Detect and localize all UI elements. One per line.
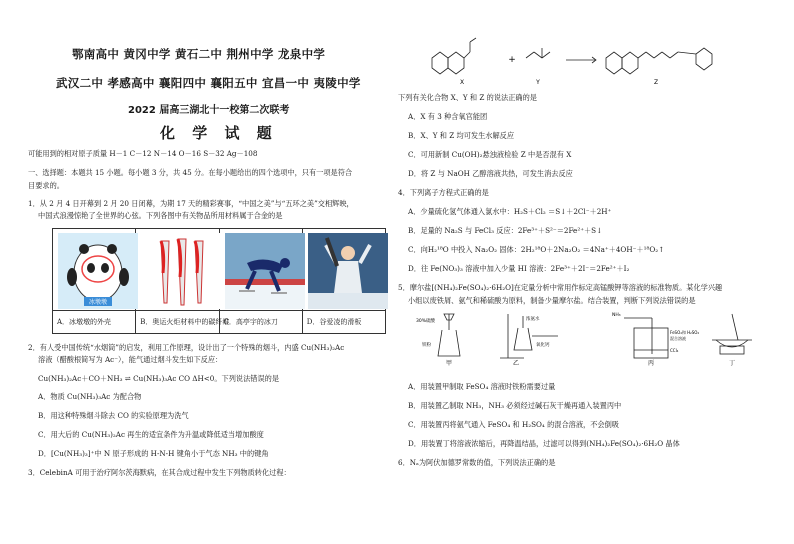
bing-label-solution: FeSO₄和 H₂SO₄ <box>670 330 700 335</box>
q3-option-a: A．X 有 3 种含氧官能团 <box>408 112 488 121</box>
q2-line2: 溶液（醋酸根简写为 Ac⁻），能气通过烟斗发生如下反应： <box>38 355 223 364</box>
q2-option-b: B．用这种特殊烟斗除去 CO 的实验原理为洗气 <box>38 411 189 420</box>
q1-option-d-label: D．谷爱凌的滑板 <box>303 310 385 333</box>
yi-label-ammonia: 浓氨水 <box>526 317 540 322</box>
q4-stem: 4．下列离子方程式正确的是 <box>398 188 489 197</box>
q5-option-d: D．用装置丁将溶液浓缩后，再降温结晶，过滤可以得到(NH₄)₂Fe(SO₄)₂·6H₂O 晶体 <box>408 439 680 448</box>
q5-apparatus <box>408 310 764 366</box>
yi-label-cao: 氧化钙 <box>536 343 550 348</box>
svg-text:+: + <box>508 55 516 65</box>
apparatus-name-jia: 甲 <box>445 360 453 367</box>
q2-option-d: D．[Cu(NH₃)₃]⁺中 N 原子形成的 H-N-H 键角小于气态 NH₃ 中的键角 <box>38 449 269 458</box>
bing-label-nh3: NH₃ <box>612 313 621 318</box>
q4-option-a: A．少量硫化氢气体通入氯水中：H₂S＋Cl₂ ＝S↓＋2Cl⁻＋2H⁺ <box>408 207 612 216</box>
apparatus-name-ding: 丁 <box>728 360 736 367</box>
subject-title: 化 学 试 题 <box>160 124 278 142</box>
q5-option-c: C．用装置丙将氨气通入 FeSO₄ 和 H₂SO₄ 的混合溶液，不会倒吸 <box>408 420 619 429</box>
q3-option-c: C．可用新制 Cu(OH)₂悬浊液检验 Z 中是否混有 X <box>408 150 572 159</box>
exam-name: 2022 届高三湖北十一校第二次联考 <box>128 105 290 116</box>
mol-y-label: Y <box>536 79 540 86</box>
q5-option-a: A．用装置甲制取 FeSO₄ 溶液时铁粉需要过量 <box>408 382 556 391</box>
atomic-masses: 可能用到的相对原子质量 H－1 C－12 N－14 O－16 S－32 Ag－108 <box>28 149 258 158</box>
q1-option-b-label: B．奥运火炬材料中的碳纤维 <box>136 310 218 333</box>
q4-option-d: D．往 Fe(NO₃)₃ 溶液中加入少量 HI 溶液：2Fe³⁺＋2I⁻＝2Fe²⁺＋I₂ <box>408 264 630 273</box>
apparatus-name-bing: 丙 <box>647 360 655 367</box>
q3-stem: 下列有关化合物 X、Y 和 Z 的说法正确的是 <box>398 93 537 102</box>
q1-option-b <box>136 229 230 333</box>
mol-z-label: Z <box>653 79 659 86</box>
q3-option-d: D．将 Z 与 NaOH 乙醇溶液共热，可发生消去反应 <box>408 169 573 178</box>
speed-skater-image <box>225 233 305 309</box>
jia-label-iron: 铁粉 <box>422 343 431 348</box>
apparatus-name-yi: 乙 <box>512 360 520 367</box>
q1-option-a-label: A．冰墩墩的外壳 <box>53 310 135 333</box>
q1-line1: 1．从 2 月 4 日开幕到 2 月 20 日闭幕，为期 17 天的精彩赛事，“中国之美”与“五环之美”交相辉映， <box>28 199 354 208</box>
q5-line1: 5．摩尔盐[(NH₄)₂Fe(SO₄)₂·6H₂O]在定量分析中常用作标定高锰酸钾等溶液的标准物质。某化学兴趣 <box>398 283 723 292</box>
school-list-line2: 武汉二中 孝感高中 襄阳四中 襄阳五中 宜昌一中 夷陵中学 <box>56 76 361 90</box>
badge-text: 冰墩墩 <box>88 299 108 306</box>
q3-intro: 3．CelebinA 可用于治疗阿尔茨海默病，在其合成过程中发生下列物质转化过程： <box>28 468 291 477</box>
q5-option-b: B．用装置乙制取 NH₃，NH₃ 必须经过碱石灰干燥再通入装置丙中 <box>408 401 622 410</box>
q2-equation: Cu(NH₃)₂Ac＋CO＋NH₃ ⇌ Cu(NH₃)₃Ac CO ΔH<0。下列说法错误的是 <box>38 374 280 383</box>
bing-label-ccl4: CCl₄ <box>670 348 679 353</box>
bing-dwen-dwen-image <box>58 233 138 309</box>
q1-line2: 中国式浪漫惊艳了全世界的心弦。下列各图中有关物品所用材料属于合金的是 <box>38 211 283 220</box>
q1-option-a <box>53 229 136 333</box>
q3-option-b: B．X、Y 和 Z 均可发生水解反应 <box>408 131 515 140</box>
q1-option-c-label: C．高亭宇的冰刀 <box>220 310 302 333</box>
q4-option-c: C．向H₂¹⁸O 中投入 Na₂O₂ 固体：2H₂¹⁸O＋2Na₂O₂ ＝4Na⁺＋4OH⁻＋¹⁸O₂↑ <box>408 245 665 254</box>
olympic-torch-image <box>141 233 221 309</box>
q6-stem: 6．Nₐ为阿伏加德罗常数的值，下列说法正确的是 <box>398 458 556 467</box>
q1-option-d <box>303 229 385 333</box>
q2-line1: 2．有人受中国传统“水烟筒”的启发，利用工作原理，设计出了一个特殊的烟斗，内盛 Cu(NH₃)₂Ac <box>28 343 345 352</box>
school-list-line1: 鄂南高中 黄冈中学 黄石二中 荆州中学 龙泉中学 <box>72 47 326 61</box>
q2-option-c: C．用大后的 Cu(NH₃)₂Ac 再生的适宜条件为升温或降低适当增加酸度 <box>38 430 264 439</box>
section1-title: 一、选择题：本题共 15 小题。每小题 3 分，共 45 分。在每小题给出的四个选项中，只有一项是符合 <box>28 168 353 177</box>
q1-image-table <box>52 228 386 334</box>
bing-label-mix: 混合溶液 <box>670 336 686 341</box>
q1-option-c <box>220 229 303 333</box>
freestyle-skier-image <box>308 233 388 309</box>
q4-option-b: B．足量的 Na₂S 与 FeCl₃ 反应：2Fe³⁺＋S²⁻＝2Fe²⁺＋S↓ <box>408 226 603 235</box>
q5-line2: 小组以废铁屑、氨气和稀硫酸为原料，制备少量摩尔盐。结合装置，判断下列说法错误的是 <box>408 296 696 305</box>
q2-option-a: A．物质 Cu(NH₃)₃Ac 为配合物 <box>38 392 142 401</box>
q3-reaction-scheme <box>426 30 766 86</box>
jia-label-acid: 30%硫酸 <box>416 319 436 324</box>
mol-x-label: X <box>459 79 465 86</box>
section1-cont: 目要求的。 <box>28 181 64 190</box>
